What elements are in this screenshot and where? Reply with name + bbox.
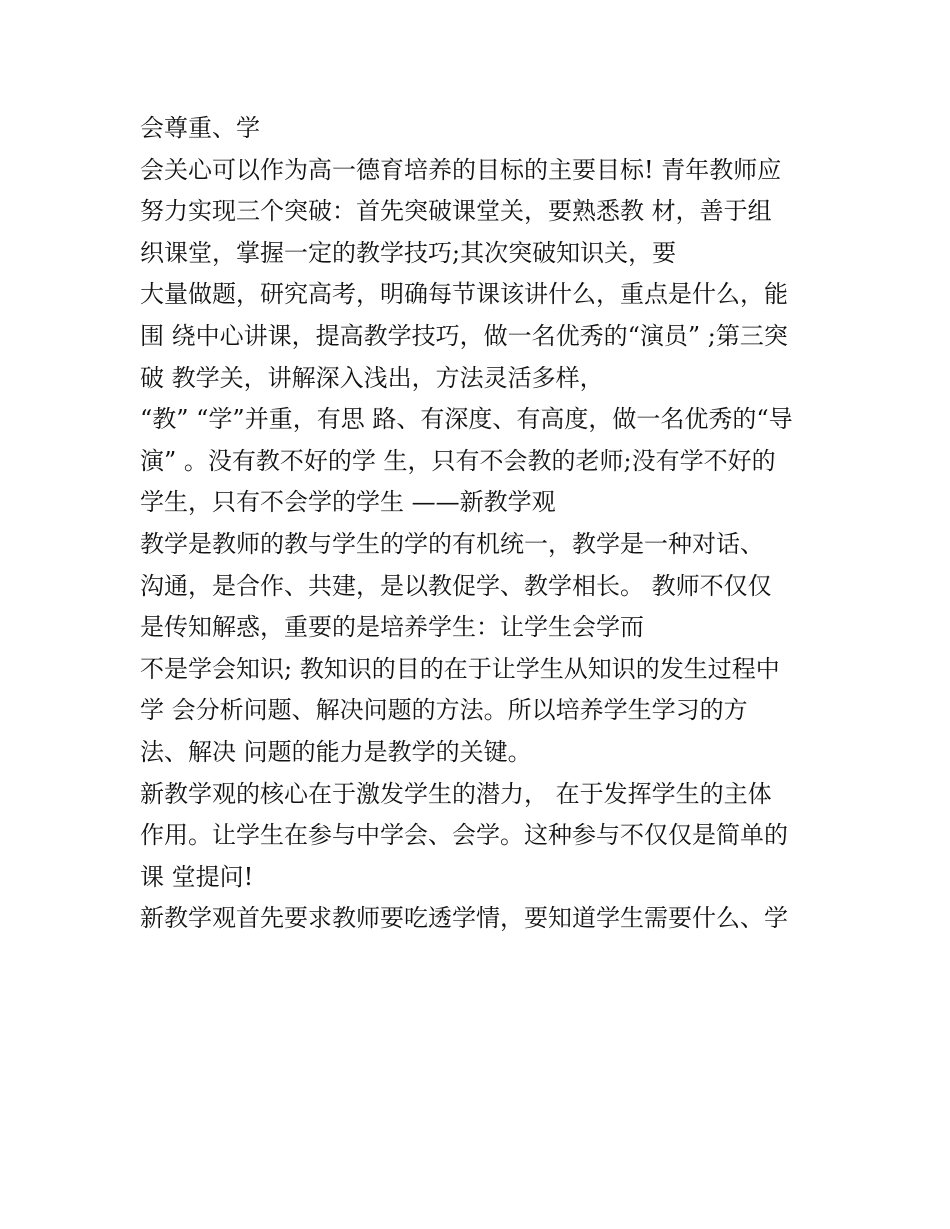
- text-line: 学 会分析问题、解决问题的方法。所以培养学生学习的方: [140, 696, 748, 725]
- text-line: 法、解决 问题的能力是教学的关键。: [140, 737, 532, 766]
- text-line: 教学是教师的教与学生的学的有机统一，教学是一种对话、: [140, 529, 764, 558]
- text-line: 不是学会知识; 教知识的目的在于让学生从知识的发生过程中: [140, 654, 780, 683]
- text-line: 破 教学关，讲解深入浅出，方法灵活多样，: [140, 363, 604, 392]
- text-line: 课 堂提问!: [140, 862, 254, 891]
- text-line: “教” “学”并重，有思 路、有深度、有高度，做一名优秀的“导: [140, 405, 793, 434]
- text-line: 新教学观的核心在于激发学生的潜力， 在于发挥学生的主体: [140, 779, 772, 808]
- text-line: 演” 。没有教不好的学 生，只有不会教的老师;没有学不好的: [140, 446, 776, 475]
- text-line: 会关心可以作为高一德育培养的目标的主要目标! 青年教师应: [140, 155, 782, 184]
- body-text: [140, 108, 830, 940]
- text-line: 围 绕中心讲课，提高教学技巧，做一名优秀的“演员” ;第三突: [140, 321, 788, 350]
- text-line: 大量做题，研究高考，明确每节课该讲什么，重点是什么，能: [140, 280, 788, 309]
- text-line: 是传知解惑，重要的是培养学生：让学生会学而: [140, 613, 644, 642]
- text-line: 作用。让学生在参与中学会、会学。这种参与不仅仅是简单的: [140, 821, 788, 850]
- text-line: 织课堂，掌握一定的教学技巧;其次突破知识关，要: [140, 238, 677, 267]
- text-line: 沟通，是合作、共建，是以教促学、教学相长。 教师不仅仅: [140, 571, 772, 600]
- text-line: 学生，只有不会学的学生 ——新教学观: [140, 488, 556, 517]
- text-line: 努力实现三个突破：首先突破课堂关，要熟悉教 材，善于组: [140, 197, 772, 226]
- text-line: 会尊重、学: [140, 114, 260, 142]
- text-line: 新教学观首先要求教师要吃透学情，要知道学生需要什么、学: [140, 904, 788, 933]
